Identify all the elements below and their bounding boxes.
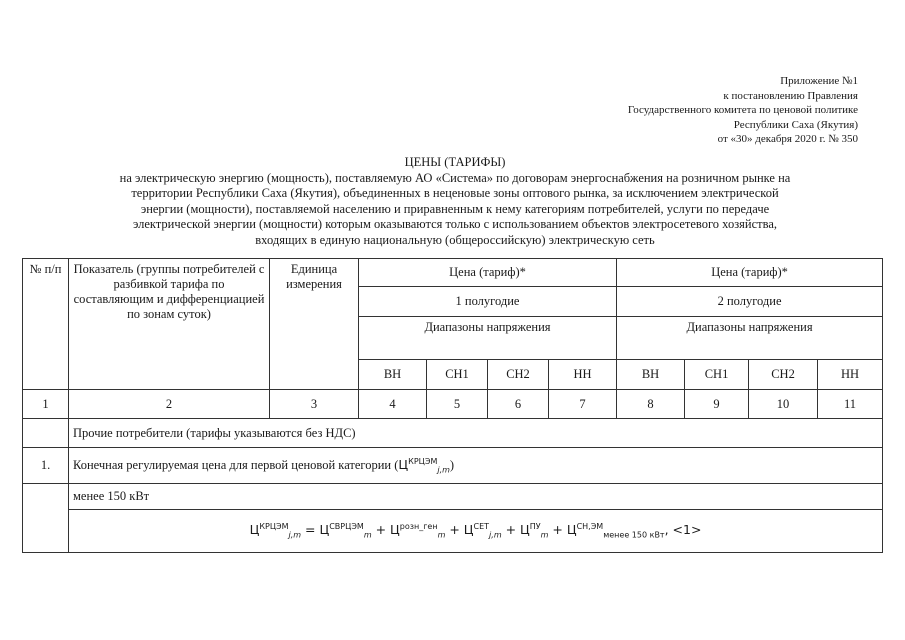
appendix-republic: Республики Саха (Якутия) [733, 118, 858, 131]
less-150-row: менее 150 кВт [69, 484, 883, 510]
tariff-table [22, 258, 883, 553]
col-indicator-header: Показатель (группы потребителей с разбивкой тарифа по составляющим и дифференциацией по зонам суток) [69, 259, 270, 390]
appendix-decree: к постановлению Правления [723, 89, 858, 102]
col-number: 7 [549, 390, 617, 419]
price-header-1: Цена (тариф)* [359, 259, 617, 287]
col-number: 11 [818, 390, 883, 419]
appendix-committee: Государственного комитета по ценовой политике [627, 104, 858, 117]
col-number: 10 [749, 390, 818, 419]
col-number: 5 [427, 390, 488, 419]
row1-text: Конечная регулируемая цена для первой ценовой категории ( [73, 457, 399, 472]
ranges-header-2: Диапазоны напряжения [617, 317, 883, 360]
col-number: 6 [488, 390, 549, 419]
col-no-header: № п/п [23, 259, 69, 390]
empty-cell [23, 419, 69, 448]
appendix-number: Приложение №1 [780, 75, 858, 87]
half1-header: 1 полугодие [359, 287, 617, 317]
col-unit-header: Единица измерения [270, 259, 359, 390]
voltage-sn2: СН2 [488, 360, 549, 390]
other-consumers-row: Прочие потребители (тарифы указываются без НДС) [69, 419, 883, 448]
voltage-sn2: СН2 [749, 360, 818, 390]
voltage-sn1: СН1 [685, 360, 749, 390]
ranges-header-1: Диапазоны напряжения [359, 317, 617, 360]
row1-number: 1. [23, 448, 69, 484]
title-line: электрической энергии (мощности) которым оказываются только с использованием объектов электросетевого хозяйства, [132, 217, 778, 232]
voltage-vn: ВН [359, 360, 427, 390]
price-formula: $Ц^{КРЦЭМ}_{j,m} = Ц^{СВРЦЭМ}_m + Ц^{розн\_ген}_m + Ц^{СЕТ}_{j,m} + Ц^{ПУ}_m + Ц^{СН,ЭМ}_{менее 150 кВт}$, <1> [69, 510, 883, 553]
price-header-2: Цена (тариф)* [617, 259, 883, 287]
title-line: энергии (мощности), поставляемой населению и приравненным к нему категориям потребителей, услуги по передаче [140, 201, 770, 216]
col-number: 4 [359, 390, 427, 419]
row1-description: Конечная регулируемая цена для первой ценовой категории $(Ц^{КРЦЭМ}_{j,m})$ [69, 448, 883, 484]
title-heading: ЦЕНЫ (ТАРИФЫ) [404, 155, 506, 169]
voltage-nn: НН [549, 360, 617, 390]
col-number: 1 [23, 390, 69, 419]
col-number: 9 [685, 390, 749, 419]
empty-cell [23, 484, 69, 553]
voltage-sn1: СН1 [427, 360, 488, 390]
voltage-vn: ВН [617, 360, 685, 390]
title-line: территории Республики Саха (Якутия), объединенных в неценовые зоны оптового рынка, за исключением электрической [131, 186, 779, 201]
title-line: на электрическую энергию (мощность), поставляемую АО «Система» по договорам энергоснабжения на розничном рынке на [119, 170, 791, 185]
appendix-header [628, 74, 858, 147]
half2-header: 2 полугодие [617, 287, 883, 317]
title-line: входящих в единую национальную (общероссийскую) электрическую сеть [255, 232, 655, 247]
document-title [30, 155, 880, 249]
col-number: 2 [69, 390, 270, 419]
appendix-date: от «30» декабря 2020 г. № 350 [717, 133, 858, 146]
col-number: 8 [617, 390, 685, 419]
voltage-nn: НН [818, 360, 883, 390]
col-number: 3 [270, 390, 359, 419]
